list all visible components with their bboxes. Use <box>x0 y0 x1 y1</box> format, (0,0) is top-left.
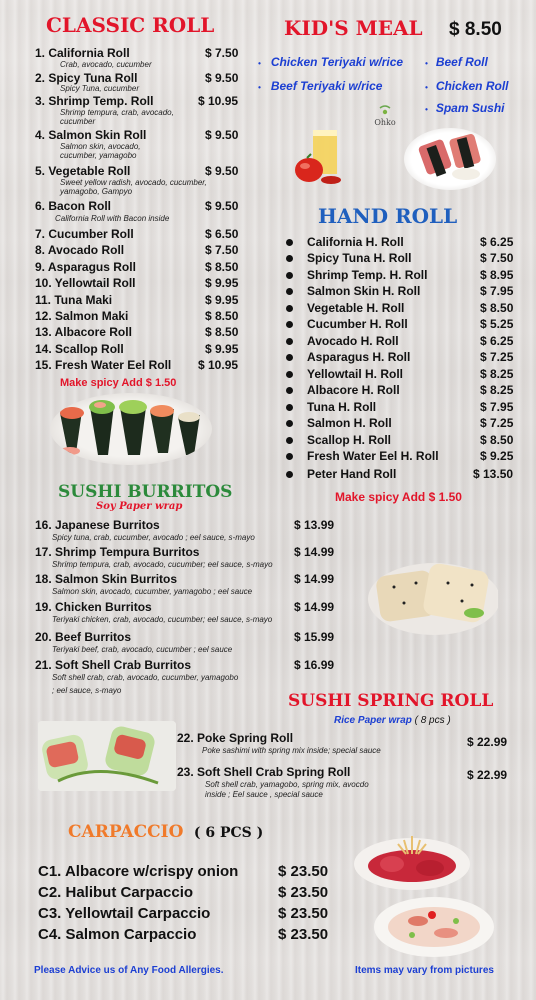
item-description: Shrimp tempura, crab, avocado, cucumber <box>60 108 174 126</box>
item-price: $ 10.95 <box>198 94 239 108</box>
list-item: 10. Yellowtail Roll <box>35 276 136 290</box>
list-item: • Beef Roll <box>425 55 488 69</box>
burrito-photo <box>364 553 498 639</box>
carpaccio-title: CARPACCIO <box>68 822 184 842</box>
restaurant-logo <box>368 104 402 130</box>
item-price: $ 9.50 <box>205 199 239 213</box>
list-item: C2. Halibut Carpaccio <box>38 884 194 901</box>
carpaccio-header <box>68 822 263 842</box>
item-price: $ 23.50 <box>278 884 329 901</box>
svg-text:Ohko: Ohko <box>374 118 396 127</box>
item-price: $ 9.25 <box>480 449 514 463</box>
list-item: • Spam Sushi <box>425 101 505 115</box>
item-description: Shrimp tempura, crab, avocado, cucumber; eel sauce, s-mayo <box>52 560 273 569</box>
item-price: $ 6.50 <box>205 227 239 241</box>
bullet-icon <box>286 471 293 478</box>
sushi-burritos-title: SUSHI BURRITOS <box>58 482 233 502</box>
sushi-spring-roll-title: SUSHI SPRING ROLL <box>288 691 494 711</box>
allergy-note: Please Advice us of Any Food Allergies. <box>34 965 224 976</box>
item-description: Salmon skin, avocado, cucumber, yamagobo <box>60 142 141 160</box>
item-description: Sweet yellow radish, avocado, cucumber, yamagobo, Gampyo <box>60 178 207 196</box>
list-item: 18. Salmon Skin Burritos <box>35 572 178 586</box>
list-item: Tuna H. Roll <box>307 400 377 414</box>
bullet-icon <box>286 371 293 378</box>
list-item: 7. Cucumber Roll <box>35 227 134 241</box>
list-item: Scallop H. Roll <box>307 433 392 447</box>
item-description: Soft shell crab, crab, avocado, cucumber, yamagobo <box>52 673 239 682</box>
item-price: $ 8.95 <box>480 268 514 282</box>
list-item: Asparagus H. Roll <box>307 350 411 364</box>
list-item: 5. Vegetable Roll <box>35 164 131 178</box>
list-item: Cucumber H. Roll <box>307 317 408 331</box>
bullet-icon <box>286 420 293 427</box>
item-price: $ 10.95 <box>198 358 239 372</box>
item-price: $ 14.99 <box>294 600 335 614</box>
list-item: 4. Salmon Skin Roll <box>35 128 147 142</box>
hand-roll-spicy-note: Make spicy Add $ 1.50 <box>335 490 462 504</box>
sushi-burritos-subtitle: Soy Paper wrap <box>96 501 183 512</box>
classic-spicy-note: Make spicy Add $ 1.50 <box>60 377 177 389</box>
item-price: $ 8.50 <box>205 260 239 274</box>
item-price: $ 7.25 <box>480 416 514 430</box>
classic-roll-title: CLASSIC ROLL <box>46 13 215 37</box>
list-item: 13. Albacore Roll <box>35 325 132 339</box>
list-item: • Beef Teriyaki w/rice <box>258 79 383 93</box>
item-price: $ 7.50 <box>480 251 514 265</box>
list-item: Spicy Tuna H. Roll <box>307 251 412 265</box>
bullet-icon <box>286 387 293 394</box>
bullet-icon <box>286 288 293 295</box>
item-price: $ 7.50 <box>205 243 239 257</box>
list-item: 2. Spicy Tuna Roll <box>35 71 138 85</box>
list-item: 12. Salmon Maki <box>35 309 129 323</box>
item-price: $ 23.50 <box>278 905 329 922</box>
bullet-icon <box>286 321 293 328</box>
list-item: • Chicken Roll <box>425 79 509 93</box>
list-item: 6. Bacon Roll <box>35 199 112 213</box>
item-description: Spicy Tuna, cucumber <box>60 84 139 93</box>
list-item: 14. Scallop Roll <box>35 342 124 356</box>
list-item: C3. Yellowtail Carpaccio <box>38 905 211 922</box>
list-item: 16. Japanese Burritos <box>35 518 160 532</box>
list-item: 19. Chicken Burritos <box>35 600 152 614</box>
kids-meal-title: KID'S MEAL <box>284 16 423 40</box>
item-price: $ 9.50 <box>205 164 239 178</box>
hand-roll-photo <box>50 393 212 465</box>
list-item: Albacore H. Roll <box>307 383 400 397</box>
item-price: $ 6.25 <box>480 235 514 249</box>
bullet-icon <box>286 453 293 460</box>
item-price: $ 16.99 <box>294 658 335 672</box>
item-description: ; eel sauce, s-mayo <box>52 686 122 695</box>
item-price: $ 7.95 <box>480 284 514 298</box>
item-price: $ 8.50 <box>205 309 239 323</box>
item-description: California Roll with Bacon inside <box>55 214 170 223</box>
item-price: $ 14.99 <box>294 572 335 586</box>
bullet-icon <box>286 305 293 312</box>
list-item: 21. Soft Shell Crab Burritos <box>35 658 192 672</box>
bullet-icon <box>286 354 293 361</box>
carpaccio-photo-1 <box>352 832 472 892</box>
item-price: $ 22.99 <box>467 768 508 782</box>
list-item: Salmon Skin H. Roll <box>307 284 421 298</box>
list-item: Salmon H. Roll <box>307 416 392 430</box>
item-price: $ 7.50 <box>205 46 239 60</box>
item-description: Poke sashimi with spring mix inside; special sauce <box>202 746 381 755</box>
list-item: Peter Hand Roll <box>307 467 397 481</box>
kids-meal-price: $ 8.50 <box>449 19 502 40</box>
spring-roll-photo <box>38 721 176 791</box>
item-price: $ 13.50 <box>473 467 514 481</box>
item-price: $ 6.25 <box>480 334 514 348</box>
list-item: Shrimp Temp. H. Roll <box>307 268 428 282</box>
item-price: $ 23.50 <box>278 926 329 943</box>
list-item: 9. Asparagus Roll <box>35 260 136 274</box>
item-description: Crab, avocado, cucumber <box>60 60 152 69</box>
bullet-icon <box>286 338 293 345</box>
item-description: Teriyaki beef, crab, avocado, cucumber ; eel sauce <box>52 645 233 654</box>
bullet-icon <box>286 404 293 411</box>
item-price: $ 9.50 <box>205 128 239 142</box>
list-item: 8. Avocado Roll <box>35 243 125 257</box>
item-price: $ 8.50 <box>205 325 239 339</box>
sushi-spring-roll-subtitle: Rice Paper wrap ( 8 pcs ) <box>334 715 451 726</box>
list-item: 11. Tuna Maki <box>35 293 113 307</box>
list-item: Avocado H. Roll <box>307 334 399 348</box>
item-price: $ 23.50 <box>278 863 329 880</box>
pictures-note: Items may vary from pictures <box>355 965 494 976</box>
item-price: $ 9.95 <box>205 342 239 356</box>
drink-photo <box>291 126 347 186</box>
carpaccio-photo-2 <box>372 893 496 959</box>
item-price: $ 8.50 <box>480 433 514 447</box>
spam-sushi-photo <box>404 128 496 190</box>
bullet-icon <box>286 272 293 279</box>
item-description: inside ; Eel sauce , special sauce <box>205 790 323 799</box>
item-price: $ 14.99 <box>294 545 335 559</box>
list-item: C4. Salmon Carpaccio <box>38 926 197 943</box>
item-price: $ 9.95 <box>205 276 239 290</box>
list-item: 15. Fresh Water Eel Roll <box>35 358 172 372</box>
item-price: $ 8.50 <box>480 301 514 315</box>
hand-roll-title: HAND ROLL <box>318 204 458 228</box>
item-description: Teriyaki chicken, crab, avocado, cucumber; eel sauce, s-mayo <box>52 615 273 624</box>
list-item: Vegetable H. Roll <box>307 301 405 315</box>
list-item: 17. Shrimp Tempura Burritos <box>35 545 200 559</box>
carpaccio-count: ( 6 PCS ) <box>193 825 264 841</box>
list-item: 23. Soft Shell Crab Spring Roll <box>177 765 351 779</box>
list-item: Fresh Water Eel H. Roll <box>307 449 439 463</box>
item-price: $ 8.25 <box>480 383 514 397</box>
item-price: $ 13.99 <box>294 518 335 532</box>
item-description: Spicy tuna, crab, cucumber, avocado ; eel sauce, s-mayo <box>52 533 255 542</box>
list-item: Yellowtail H. Roll <box>307 367 404 381</box>
list-item: C1. Albacore w/crispy onion <box>38 863 239 880</box>
list-item: California H. Roll <box>307 235 404 249</box>
list-item: 20. Beef Burritos <box>35 630 132 644</box>
list-item: 22. Poke Spring Roll <box>177 731 294 745</box>
bullet-icon <box>286 239 293 246</box>
item-description: Soft shell crab, yamagobo, spring mix, avocdo <box>205 780 369 789</box>
item-price: $ 9.95 <box>205 293 239 307</box>
item-price: $ 7.25 <box>480 350 514 364</box>
list-item: 3. Shrimp Temp. Roll <box>35 94 154 108</box>
bullet-icon <box>286 437 293 444</box>
item-price: $ 15.99 <box>294 630 335 644</box>
item-price: $ 22.99 <box>467 735 508 749</box>
item-price: $ 9.50 <box>205 71 239 85</box>
list-item: 1. California Roll <box>35 46 130 60</box>
list-item: • Chicken Teriyaki w/rice <box>258 55 404 69</box>
item-price: $ 8.25 <box>480 367 514 381</box>
item-price: $ 7.95 <box>480 400 514 414</box>
bullet-icon <box>286 255 293 262</box>
item-price: $ 5.25 <box>480 317 514 331</box>
item-description: Salmon skin, avocado, cucumber, yamagobo ; eel sauce <box>52 587 253 596</box>
